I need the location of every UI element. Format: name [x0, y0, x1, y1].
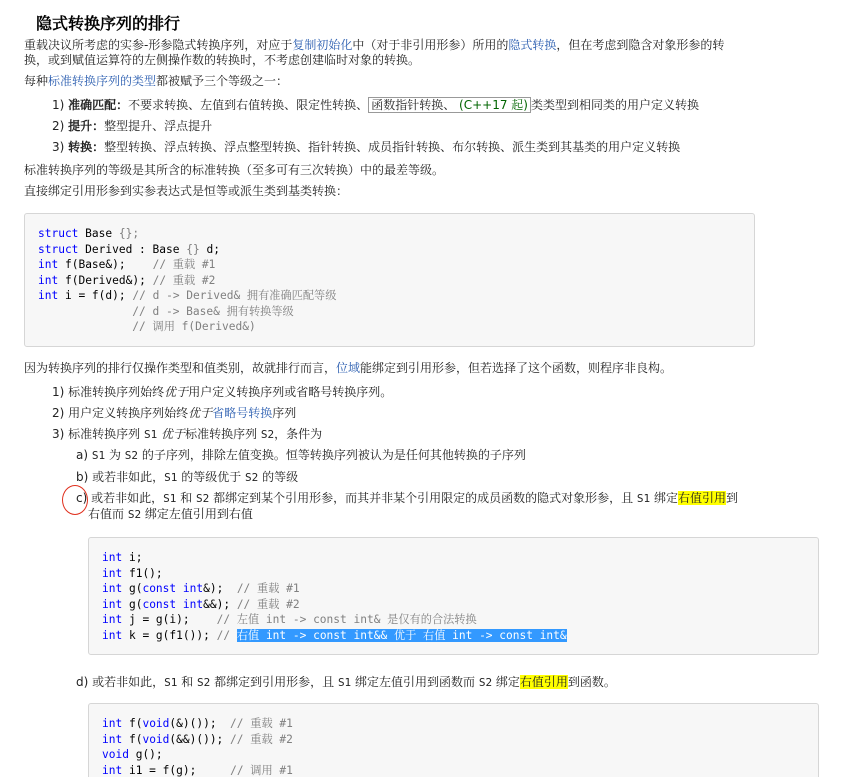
rank-text: 不要求转换、左值到右值转换、限定性转换、 — [128, 98, 369, 112]
bind-line: 直接绑定引用形参到实参表达式是恒等或派生类到基类转换： — [24, 184, 349, 198]
code-line: int i = f(d); // d -> Derived& 拥有准确匹配等级 — [38, 289, 337, 302]
subrule-code: S2 — [127, 508, 142, 521]
rank-text: 整型提升、浮点提升 — [104, 119, 213, 133]
highlighted-rvalue-ref: 右值引用 — [677, 491, 726, 505]
link-ellipsis-conversion[interactable]: 省略号转换 — [212, 406, 273, 420]
code-line: // 调用 f(Derived&) — [132, 320, 256, 333]
subrule-number: d) — [76, 675, 89, 689]
code-block-3-content — [102, 716, 293, 777]
code-line: int j = g(i); // 左值 int -> const int& 是仅有的合法转换 — [102, 613, 477, 626]
page-title: 隐式转换序列的排行 — [36, 14, 181, 33]
link-standard-conversion-types[interactable]: 标准转换序列的类型 — [48, 74, 157, 88]
rule-2 — [52, 406, 296, 421]
subrule-code: S1 — [163, 492, 177, 505]
intro-text: ，但在考虑到隐含对象形参的转 — [556, 38, 725, 52]
subrule-code: S1 — [164, 676, 178, 689]
subrule-text: 的等级优于 — [177, 470, 246, 484]
subrule-code: S2 — [197, 676, 211, 689]
code-block-1-content — [38, 226, 336, 335]
rank-name: 转换： — [68, 140, 105, 154]
subrule-a — [76, 448, 526, 463]
rank-number: 2) — [52, 119, 65, 133]
subrule-text: 为 — [105, 448, 125, 462]
rank-name: 准确匹配： — [68, 98, 129, 112]
code-line: int f(Derived&); // 重载 #2 — [38, 273, 216, 287]
code-block-1 — [24, 213, 755, 347]
code-line: int f(Base&); // 重载 #1 — [38, 258, 216, 271]
rule-code: S2 — [260, 428, 275, 441]
note-text: 因为转换序列的排行仅操作类型和值类别，故就排行而言， — [24, 361, 337, 375]
subrule-text: 或若非如此， — [92, 675, 165, 689]
rank-item-exact — [52, 98, 699, 113]
subrule-code: S1 — [636, 492, 651, 505]
rank-item-conversion — [52, 140, 680, 155]
intro-line-2: 换，或到赋值运算符的左侧操作数的转换时，不考虑创建临时对象的转换。 — [24, 53, 421, 67]
annotation-circle — [62, 485, 88, 515]
subrule-text: 绑定左值引用到右值 — [141, 507, 253, 521]
intro-text: 中（对于非引用形参）所用的 — [352, 38, 509, 52]
subrule-code: S2 — [478, 676, 493, 689]
subrule-text: 的子序列，排除左值变换。恒等转换序列被认为是任何其他转换的子序列 — [138, 448, 526, 462]
code-line: int f(void(&&)()); // 重载 #2 — [102, 732, 293, 746]
rule-emphasis: 优于 — [157, 427, 186, 441]
rank-intro — [24, 74, 288, 89]
intro-text: 重载决议所考虑的实参-形参隐式转换序列，对应于 — [24, 38, 293, 52]
subrule-text: 或若非如此， — [91, 491, 164, 505]
rule-number: 1) — [52, 385, 65, 399]
subrule-code: S2 — [245, 471, 259, 484]
rule-text: 用户定义转换序列或省略号转换序列。 — [188, 385, 393, 399]
highlighted-rvalue-ref: 右值引用 — [519, 675, 568, 689]
subrule-number: c) — [76, 491, 88, 505]
subrule-text: 和 — [176, 491, 197, 505]
rule-text: 用户定义转换序列始终 — [68, 406, 189, 420]
rule-emphasis: 优于 — [188, 406, 213, 420]
rule-emphasis: 优于 — [164, 385, 189, 399]
rank-intro-text: 每种 — [24, 74, 49, 88]
subrule-text: 和 — [177, 675, 198, 689]
cpp17-badge: (C++17 起) — [459, 98, 528, 112]
note-text: 能绑定到引用形参，但若选择了这个函数，则程序非良构。 — [360, 361, 673, 375]
worst-rank-line: 标准转换序列的等级是其所含的标准转换（至多可有三次转换）中的最差等级。 — [24, 163, 445, 177]
subrule-number: b) — [76, 470, 89, 484]
rank-intro-text: 都被赋予三个等级之一： — [156, 74, 289, 88]
rule-text: ，条件为 — [274, 427, 323, 441]
code-block-2-content — [102, 550, 567, 643]
rule-1 — [52, 385, 392, 400]
rank-name: 提升： — [68, 119, 105, 133]
selected-text: 右值 int -> const int&& 优于 右值 int -> const int& — [236, 628, 567, 642]
code-line: int k = g(f1()); // 右值 int -> const int&& 优于 右值 int -> const int& — [102, 628, 567, 642]
rank-text: 整型转换、浮点转换、浮点整型转换、指针转换、成员指针转换、布尔转换、派生类到其基类的用户定义转换 — [104, 140, 681, 154]
subrule-code: S2 — [124, 449, 139, 462]
subrule-code: S1 — [164, 471, 178, 484]
code-line: int i; — [102, 551, 143, 564]
rank-box-text: 函数指针转换、 — [371, 98, 456, 112]
subrule-b — [76, 470, 298, 485]
rank-number: 1) — [52, 98, 65, 112]
code-line: int g(const int&); // 重载 #1 — [102, 582, 300, 595]
subrule-code: S2 — [196, 492, 210, 505]
intro-line-1 — [24, 38, 724, 53]
rule-text: 序列 — [272, 406, 297, 420]
code-line: int g(const int&&); // 重载 #2 — [102, 597, 300, 611]
subrule-c — [76, 491, 738, 506]
rule-3 — [52, 427, 322, 442]
code-line: struct Derived : Base {} d; — [38, 242, 220, 256]
subrule-number: a) — [76, 448, 89, 462]
code-line: int f(void(&)()); // 重载 #1 — [102, 717, 293, 730]
code-line: int f1(); — [102, 566, 163, 580]
rank-text: 类类型到相同类的用户定义转换 — [530, 98, 699, 112]
link-copy-initialization[interactable]: 复制初始化 — [292, 38, 353, 52]
code-block-2 — [88, 537, 819, 655]
link-implicit-conversion[interactable]: 隐式转换 — [508, 38, 557, 52]
rank-boxed-text — [368, 97, 531, 113]
subrule-text: 或若非如此， — [92, 470, 165, 484]
subrule-code: S1 — [91, 449, 106, 462]
link-bitfield[interactable]: 位域 — [336, 361, 361, 375]
code-line: // d -> Base& 拥有转换等级 — [132, 304, 294, 318]
subrule-text: 都绑定到引用形参，且 — [210, 675, 338, 689]
rule-code: S1 — [143, 428, 158, 441]
subrule-text: 的等级 — [258, 470, 299, 484]
code-line: int i1 = f(g); // 调用 #1 — [102, 763, 293, 777]
subrule-d — [76, 675, 616, 690]
rank-number: 3) — [52, 140, 65, 154]
subrule-text: 到 — [726, 491, 739, 505]
subrule-code: S1 — [337, 676, 352, 689]
code-line: struct Base {}; — [38, 227, 140, 240]
subrule-text: 右值而 — [88, 507, 128, 521]
bitfield-note — [24, 361, 672, 376]
code-line: void g(); — [102, 748, 163, 761]
rule-text: 标准转换序列 — [68, 427, 144, 441]
rule-number: 2) — [52, 406, 65, 420]
subrule-text: 绑定左值引用到函数而 — [351, 675, 479, 689]
subrule-text: 到函数。 — [567, 675, 616, 689]
rule-text: 标准转换序列 — [185, 427, 261, 441]
code-block-3 — [88, 703, 819, 777]
rank-item-promotion — [52, 119, 212, 134]
subrule-c-line-2 — [88, 507, 253, 522]
rule-number: 3) — [52, 427, 65, 441]
subrule-text: 绑定 — [650, 491, 678, 505]
subrule-text: 绑定 — [492, 675, 520, 689]
subrule-text: 都绑定到某个引用形参，而其并非某个引用限定的成员函数的隐式对象形参，且 — [209, 491, 637, 505]
rule-text: 标准转换序列始终 — [68, 385, 165, 399]
